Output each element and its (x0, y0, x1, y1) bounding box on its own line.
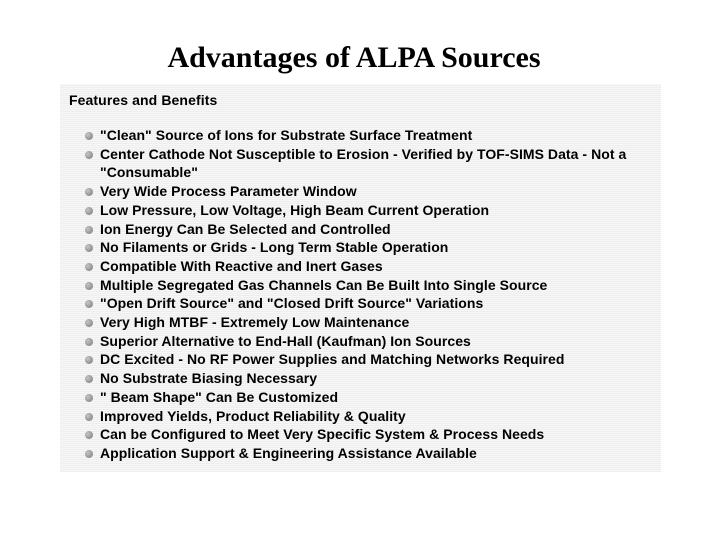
feature-item (60, 407, 660, 426)
feature-item (60, 238, 660, 257)
feature-text: Center Cathode Not Susceptible to Erosion - Verified by TOF-SIMS Data - Not a "Consumable" (100, 145, 627, 181)
bullet-icon (85, 132, 93, 140)
feature-item (60, 369, 660, 388)
feature-list (60, 126, 660, 463)
feature-item (60, 201, 660, 220)
feature-text: No Filaments or Grids - Long Term Stable Operation (100, 239, 449, 256)
bullet-icon (85, 338, 93, 346)
feature-item (60, 444, 660, 463)
bullet-icon (85, 263, 93, 271)
slide-title: Advantages of ALPA Sources (167, 41, 541, 75)
bullet-icon (85, 282, 93, 290)
bullet-icon (85, 394, 93, 402)
bullet-icon (85, 188, 93, 196)
bullet-icon (85, 319, 93, 327)
bullet-icon (85, 226, 93, 234)
bullet-icon (85, 300, 93, 308)
bullet-icon (85, 375, 93, 383)
feature-item (60, 350, 660, 369)
feature-text: Multiple Segregated Gas Channels Can Be Built Into Single Source (100, 276, 548, 293)
feature-text: DC Excited - No RF Power Supplies and Matching Networks Required (100, 351, 565, 368)
feature-item (60, 425, 660, 444)
bullet-icon (85, 207, 93, 215)
feature-item (60, 294, 660, 313)
feature-text: Can be Configured to Meet Very Specific System & Process Needs (100, 426, 545, 443)
bullet-icon (85, 413, 93, 421)
feature-item (60, 332, 660, 351)
feature-item (60, 145, 660, 182)
feature-text: Compatible With Reactive and Inert Gases (100, 257, 383, 274)
bullet-icon (85, 431, 93, 439)
feature-item (60, 388, 660, 407)
feature-text: " Beam Shape" Can Be Customized (100, 388, 339, 405)
panel-heading: Features and Benefits (69, 92, 218, 108)
feature-item (60, 182, 660, 201)
feature-text: Very Wide Process Parameter Window (100, 183, 357, 200)
bullet-icon (85, 356, 93, 364)
feature-item (60, 220, 660, 239)
feature-text: "Open Drift Source" and "Closed Drift Source" Variations (100, 295, 484, 312)
feature-item (60, 257, 660, 276)
features-panel (60, 84, 661, 472)
feature-item (60, 276, 660, 295)
feature-text: Improved Yields, Product Reliability & Quality (100, 407, 406, 424)
feature-item (60, 313, 660, 332)
feature-text: Very High MTBF - Extremely Low Maintenance (100, 314, 410, 331)
feature-text: Superior Alternative to End-Hall (Kaufman) Ion Sources (100, 332, 471, 349)
feature-text: No Substrate Biasing Necessary (100, 370, 318, 387)
feature-text: "Clean" Source of Ions for Substrate Surface Treatment (100, 127, 473, 143)
feature-text: Low Pressure, Low Voltage, High Beam Current Operation (100, 201, 490, 218)
bullet-icon (85, 450, 93, 458)
feature-text: Application Support & Engineering Assistance Available (100, 444, 477, 461)
bullet-icon (85, 151, 93, 159)
feature-item (60, 126, 660, 145)
feature-text: Ion Energy Can Be Selected and Controlled (100, 220, 391, 237)
bullet-icon (85, 244, 93, 252)
